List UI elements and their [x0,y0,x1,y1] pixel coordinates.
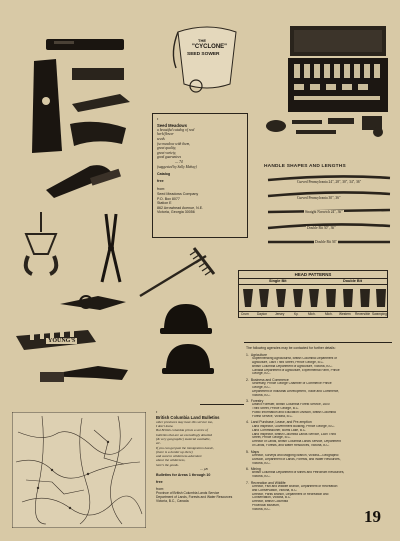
head-col-label: Ky. [294,312,299,316]
bc-body-line: above the wilderness, [156,458,186,463]
bc-body-line: and want to wilderness-adventure [156,454,202,459]
source-line: Conservation, Victoria, B.C. [252,496,292,500]
source-section-number: 5. [246,449,249,454]
seed-meadows-from-label: from: [157,187,166,192]
bc-body-line: bulletins that are an exceedingly detailed [156,432,212,437]
maul-image [70,64,128,84]
source-line: Department of Industrial Development, Trade and Commerce, [252,389,340,393]
bc-bulletins-article: • British Columbia Land Bulletins other provinces may have this service too, I don't know. But British columbia prints a series of bulletins that are an exceedingly detailed (& very geographic) material available, etc. If you can get past the immigration hassle, (there is a border up there) and want to wilderness-adventure above the wilderness, here's the goods. — pB Bulletins for Areas 1 through 10 free from: Province of British Columbia Lands Service Department of Lands, Forests and Water Resources Victoria, B.C., Canada [156,410,246,532]
source-line: Victoria, B.C. [252,475,271,479]
seed-meadows-line: great quality, [157,146,177,151]
source-section-title: Land Purchase, Lease, and Pre-emption [250,420,312,425]
source-section-number: 3. [246,399,249,404]
handle-item-5: Double Bit 36" [315,240,337,244]
bc-body-line: But British columbia prints a series of [156,428,208,433]
seed-meadows-bullet: — 74 [175,159,183,164]
source-line: British Columbia Department of Mines and Petroleum Resources, [252,471,345,475]
source-line: Public Information and Education Division, British Columbia [252,411,336,415]
source-line: and Conservation, Victoria, B.C. [252,488,298,492]
tool-chest-image [286,22,390,114]
bc-body-line: I don't know. [156,424,174,429]
seed-meadows-line: (so meadow with them, [157,141,191,146]
source-line: of Lands, Forests, and Water Resources, Victoria, B.C. [252,444,330,448]
seed-meadows-address-line: Seed Meadows Company [157,191,199,196]
bc-address-line: Department of Lands, Forests and Water Resources [156,495,233,500]
sources-intro: The following agencies may be contacted for further details: [246,346,336,350]
seed-meadows-line: herb/flower [157,132,174,137]
seed-meadows-catalog-label: Catalog [157,172,171,177]
garden-rake-image [136,244,218,300]
source-line: Director, Fish and Wildlife Branch, Department of Recreation [252,484,338,488]
seed-meadows-catalog-price: free [157,178,164,183]
bc-from-label: from: [156,486,165,491]
source-section-number: 4. [246,420,249,425]
seed-meadows-address-line: Station E [157,201,172,206]
seed-meadows-title: Seed Meadows [157,122,188,128]
froe-image [70,90,132,116]
pruning-loppers-image [96,212,126,284]
source-line: Land Inspector, British Columbia Lands Service, 1389 Third [252,432,336,436]
sources-box [244,342,392,528]
source-line: Victoria, B.C. [252,461,271,465]
tool-accessories-image [262,112,390,142]
seed-meadows-address-line: P.O. Box 8077 [157,196,180,201]
source-line: George, B.C. [252,385,271,389]
seed-meadows-line: good guarantees [157,155,182,160]
source-line: Director, Surveys and Mapping Branch, Victoria—Geographic [252,453,339,457]
source-section-number: 1. [246,352,249,357]
handle-shapes-title: HANDLE SHAPES AND LENGTHS [264,164,346,169]
bc-bullet: — pB [200,467,208,472]
source-line: Director, British Columbia [252,500,288,504]
toolkit-brand-label: YOUNG'S [48,338,76,344]
billhook-knife-image [40,160,126,200]
bc-body-line: (& very geographic) material available, [156,436,211,441]
seed-meadows-line: great variety, [157,150,177,155]
bc-body-line: If you can get past the immigration hassle, [156,445,214,450]
bc-body-line: (there is a border up there) [156,449,193,454]
source-section-number: 6. [246,467,249,472]
splitting-wedge-image [44,35,128,55]
handle-item-4: Double Bit 30", 36" [307,226,336,230]
head-col-label: Jersey [275,312,285,316]
source-line: Victoria, B.C. [252,508,271,512]
bc-body-line: here's the goods. [156,462,179,467]
ice-tongs-image [18,210,64,278]
source-line: Director, Parks Branch, Department of Recreation and [252,492,329,496]
head-col-label: Western [339,312,351,316]
source-line: British Columbia Department of Agriculture, Victoria, B.C. [252,364,333,368]
bc-price-label: Bulletins for Areas 1 through 10 [156,473,211,478]
source-line: Agriculture, 1869 Third Street, Prince George, B.C. [252,360,324,364]
seed-meadows-address-line: Victoria, Georgia 30056 [157,210,195,215]
handle-item-1: Curved Pennsylvania 24", 28", 30", 34", 36" [297,180,362,184]
source-line: District Forester, British Columbia Forest Service, 1600 [252,403,330,407]
bc-address-line: Province of British Columbia Lands Service [156,491,220,496]
source-line: Third Street, Prince George, B.C. [252,407,299,411]
handle-item-3: Straight Norwich 24", 36" [305,210,343,214]
source-line: Director of Lands, British Columbia Lands Service, Department [252,440,341,444]
head-col-label: Swamping [372,312,387,316]
seed-meadows-address-line: 862 Arrowhead Avenue, N.E. [157,205,204,210]
bc-body-line: other provinces may have this service too, [156,419,214,424]
seed-meadows-line: seeds [157,136,165,141]
source-line: Forest Service, Victoria, B.C. [252,415,293,419]
bc-body-line: etc. [156,441,161,446]
head-col-label: Mich. [325,312,333,316]
seed-meadows-credit: (suggested by Sally Mahay) [157,164,197,169]
source-line: Land Inspector, Government Building, Prince George, B.C. [252,424,335,428]
source-line: George, B.C. [252,372,271,376]
seed-sower-label-bottom: SEED SOWER [187,52,220,57]
source-section-number: 7. [246,480,249,485]
source-line: Provincial Museum, [252,504,280,508]
source-line: Canada Department of Agriculture, Experimental Farm, Prince [252,368,340,372]
source-line: Division, Department of Lands, Forests, and Water Resources, [252,457,341,461]
head-patterns-title: HEAD PATTERNS [294,272,332,277]
head-patterns-double: Double Bit [343,279,362,283]
seed-sower-bag-image [168,22,246,94]
source-section-title: Mining [250,467,261,472]
pruning-saw-image [36,360,132,390]
adze-head-image [66,118,130,150]
handle-item-2: Curved Pennsylvania 30", 36" [297,196,341,200]
head-col-label: Crum [241,312,249,316]
head-patterns-table [238,270,388,318]
head-patterns-single: Single Bit [269,279,287,283]
seed-meadows-box: • Seed Meadows a beautiful catalog of real herb/flower seeds (so meadow with them, great quality, great variety, good guarantees — 74 (suggested by Sally Mahay) Catalog free from: Seed Meadows Company P.O. Box 8077 Station E 862 Arrowhead Avenue, N.E. Victoria, Georgia 30056 [152,113,248,238]
source-line: Land Commissioner, Burns Lake, B.C. [252,428,307,432]
british-columbia-map-image [12,412,146,528]
source-line: Superintending Agriculturist, British Columbia Department of [252,356,337,360]
seed-meadows-line: a beautiful catalog of real [157,127,195,132]
head-col-label: Dayton [257,312,268,316]
source-section-number: 2. [246,377,249,382]
head-col-label: Reversible [355,312,371,316]
source-line: Secretary, Prince George Chamber of Commerce Prince [252,382,332,386]
bc-address-line: Victoria, B.C., Canada [156,499,189,504]
bc-price: free [156,479,163,484]
source-line: Victoria, B.C. [252,393,271,397]
head-patterns-drawings [239,285,389,311]
head-col-label: Mich. [308,312,316,316]
divider [200,404,244,405]
tree-felling-tool-image [56,284,130,320]
source-line: Street, Prince George, B.C. [252,436,291,440]
page-number: 19 [364,507,381,526]
source-section-title: Recreation and Wildlife [250,480,286,485]
source-section-title: Business and Commerce [250,377,289,382]
bc-bulletins-title: British Columbia Land Bulletins [156,414,220,420]
hard-hat-image-1 [158,300,214,338]
source-section-title: Maps [250,449,260,454]
hard-hat-image-2 [160,340,216,378]
source-section-title: Agriculture [250,352,268,357]
seed-sower-label-top: THE [198,38,206,43]
seed-sower-label-main: "CYCLONE" [192,44,228,50]
source-section-title: Forestry [250,399,264,404]
